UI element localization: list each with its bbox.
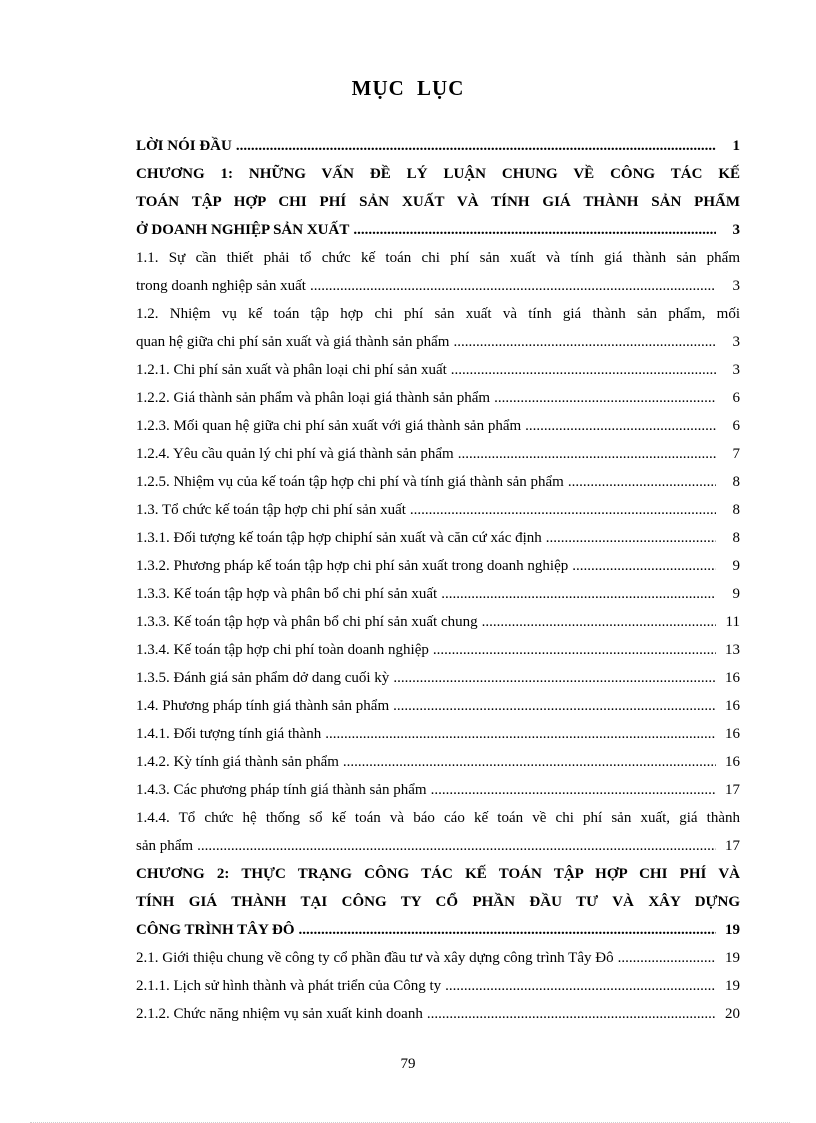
toc-dot-leader [433,636,716,664]
toc-entry-page: 3 [732,362,740,378]
toc-entry [136,552,740,580]
toc-entry-row [136,440,740,468]
toc-dot-leader [482,608,716,636]
toc-entry [136,776,740,804]
toc-dot-leader [525,412,716,440]
toc-entry [136,356,740,384]
toc-entry-row [136,356,740,384]
toc-entry-page: 8 [732,530,740,546]
toc-entry [136,580,740,608]
toc-entry-row [136,412,740,440]
toc-entry-title: 1.2.4. Yêu cầu quản lý chi phí và giá thành sản phẩm [136,446,454,462]
toc-dot-leader [494,384,716,412]
toc-entry-page: 3 [732,222,740,238]
toc-entry-page: 16 [725,726,740,742]
toc-entry-row [136,1000,740,1028]
toc-entry-row [136,636,740,664]
toc-entry-title: CÔNG TRÌNH TÂY ĐÔ [136,922,295,938]
toc-entry-line: CHƯƠNG 1: NHỮNG VẤN ĐỀ LÝ LUẬN CHUNG VỀ CÔNG TÁC KẾ [136,166,740,182]
toc-dot-leader [393,664,716,692]
toc-entry-page: 13 [725,642,740,658]
page-title: MỤC LỤC [351,76,465,100]
toc-dot-leader [410,496,716,524]
toc-entry-title: 1.3.1. Đối tượng kế toán tập hợp chiphí sản xuất và căn cứ xác định [136,530,542,546]
toc-entry-row [136,524,740,552]
toc-entry-page: 16 [725,698,740,714]
toc-entry-title: 1.2.3. Mối quan hệ giữa chi phí sản xuất với giá thành sản phẩm [136,418,522,434]
toc-entry-page: 17 [725,838,740,854]
page-number: 79 [400,1056,416,1072]
toc-entry-page: 19 [725,922,740,938]
toc-dot-leader [618,944,716,972]
toc-entry-row [136,720,740,748]
toc-entry-row [136,552,740,580]
toc-entry-row [136,692,740,720]
toc-entry-line: 1.4.4. Tổ chức hệ thống sổ kế toán và báo cáo kế toán về chi phí sản xuất, giá thành [136,810,740,826]
toc-entry-row [136,580,740,608]
toc-dot-leader [453,328,716,356]
toc-entry-line: CHƯƠNG 2: THỰC TRẠNG CÔNG TÁC KẾ TOÁN TẬP HỢP CHI PHÍ VÀ [136,866,740,882]
toc-entry-page: 8 [732,502,740,518]
toc-dot-leader [441,580,716,608]
toc-dot-leader [236,132,716,160]
toc-entry-page: 20 [725,1006,740,1022]
toc-entry-title: 1.2.1. Chi phí sản xuất và phân loại chi phí sản xuất [136,362,447,378]
toc-dot-leader [393,692,716,720]
toc-entry-line: 1.1. Sự cần thiết phải tổ chức kế toán chi phí sản xuất và tính giá thành sản phẩm [136,250,740,266]
toc-entry [136,244,740,300]
toc-entry [136,944,740,972]
toc-entry [136,860,740,944]
toc-entry [136,748,740,776]
toc-dot-leader [343,748,716,776]
toc-entry [136,384,740,412]
toc-entry-row [136,608,740,636]
toc-dot-leader [353,216,716,244]
toc-entry [136,496,740,524]
toc-entry [136,468,740,496]
toc-entry-page: 9 [732,586,740,602]
toc-entry-title: 2.1.1. Lịch sử hình thành và phát triển của Công ty [136,978,442,994]
toc-entry-line: 1.2. Nhiệm vụ kế toán tập hợp chi phí sản xuất và tính giá thành sản phẩm, mối [136,306,740,322]
toc-entry-title: 1.3. Tổ chức kế toán tập hợp chi phí sản xuất [136,502,406,518]
toc-dot-leader [427,1000,716,1028]
toc-entry [136,412,740,440]
toc-entry-title: quan hệ giữa chi phí sản xuất và giá thành sản phẩm [136,334,450,350]
toc-entry-page: 9 [732,558,740,574]
toc-entry-page: 8 [732,474,740,490]
toc-entry-row [136,944,740,972]
toc-entry [136,664,740,692]
toc-entry-page: 7 [732,446,740,462]
toc-entry-row [136,216,740,244]
toc-entry-row [136,916,740,944]
toc-entry-page: 17 [725,782,740,798]
toc-entry-row [136,664,740,692]
toc-entry-title: sản phẩm [136,838,194,854]
toc-entry [136,720,740,748]
toc-entry-page: 3 [732,278,740,294]
toc-entry [136,524,740,552]
toc-entry-row [136,328,740,356]
toc-entry [136,300,740,356]
toc-entry-page: 1 [732,138,740,154]
toc-entry [136,692,740,720]
toc-entry-line: TÍNH GIÁ THÀNH TẠI CÔNG TY CỔ PHẦN ĐẦU TƯ VÀ XÂY DỰNG [136,894,740,910]
toc-entry-title: 1.4.3. Các phương pháp tính giá thành sản phẩm [136,782,427,798]
toc-dot-leader [310,272,716,300]
toc-entry-title: 1.3.3. Kế toán tập hợp và phân bổ chi phí sản xuất chung [136,614,478,630]
toc-entry-page: 6 [732,418,740,434]
toc-entry-title: 1.3.5. Đánh giá sản phẩm dở dang cuối kỳ [136,670,390,686]
toc-entry-title: trong doanh nghiệp sản xuất [136,278,306,294]
toc-entry-row [136,496,740,524]
toc-entry-page: 3 [732,334,740,350]
toc-entry-row [136,776,740,804]
toc-entry-row [136,748,740,776]
toc-entry-title: 1.2.5. Nhiệm vụ của kế toán tập hợp chi phí và tính giá thành sản phẩm [136,474,564,490]
toc-dot-leader [451,356,716,384]
toc-entry-page: 6 [732,390,740,406]
toc-entry-title: 1.4.1. Đối tượng tính giá thành [136,726,322,742]
toc-dot-leader [197,832,716,860]
toc-entry-title: 2.1.2. Chức năng nhiệm vụ sản xuất kinh doanh [136,1006,423,1022]
toc-entry-title: 2.1. Giới thiệu chung về công ty cổ phần đầu tư và xây dựng công trình Tây Đô [136,950,614,966]
toc-entry-title: 1.4. Phương pháp tính giá thành sản phẩm [136,698,390,714]
toc-entry-title: 1.3.3. Kế toán tập hợp và phân bổ chi phí sản xuất [136,586,438,602]
toc-dot-leader [572,552,716,580]
toc-entry-page: 19 [725,978,740,994]
toc-entry [136,804,740,860]
toc-entry-title: 1.3.4. Kế toán tập hợp chi phí toàn doanh nghiệp [136,642,429,658]
toc-entry [136,440,740,468]
toc-entry-page: 16 [725,754,740,770]
toc-entry-row [136,132,740,160]
toc-entry-title: 1.4.2. Kỳ tính giá thành sản phẩm [136,754,339,770]
toc-entry [136,132,740,160]
toc-entry [136,608,740,636]
toc-entry-title: Ở DOANH NGHIỆP SẢN XUẤT [136,222,350,238]
toc-entry-title: LỜI NÓI ĐẦU [136,138,232,154]
table-of-contents [136,132,740,1028]
toc-entry-page: 11 [725,614,740,630]
toc-entry-line: TOÁN TẬP HỢP CHI PHÍ SẢN XUẤT VÀ TÍNH GIÁ THÀNH SẢN PHẨM [136,194,740,210]
toc-entry [136,1000,740,1028]
toc-entry-title: 1.3.2. Phương pháp kế toán tập hợp chi phí sản xuất trong doanh nghiệp [136,558,569,574]
toc-entry-row [136,468,740,496]
toc-entry-row [136,972,740,1000]
toc-dot-leader [458,440,716,468]
toc-dot-leader [546,524,716,552]
toc-entry-title: 1.2.2. Giá thành sản phẩm và phân loại giá thành sản phẩm [136,390,491,406]
toc-dot-leader [445,972,716,1000]
toc-entry-row [136,272,740,300]
toc-dot-leader [325,720,716,748]
toc-entry-row [136,384,740,412]
toc-dot-leader [568,468,716,496]
toc-entry-page: 16 [725,670,740,686]
toc-dot-leader [431,776,716,804]
toc-entry [136,972,740,1000]
toc-entry-page: 19 [725,950,740,966]
toc-entry-row [136,832,740,860]
toc-entry [136,160,740,244]
toc-dot-leader [299,916,717,944]
toc-entry [136,636,740,664]
